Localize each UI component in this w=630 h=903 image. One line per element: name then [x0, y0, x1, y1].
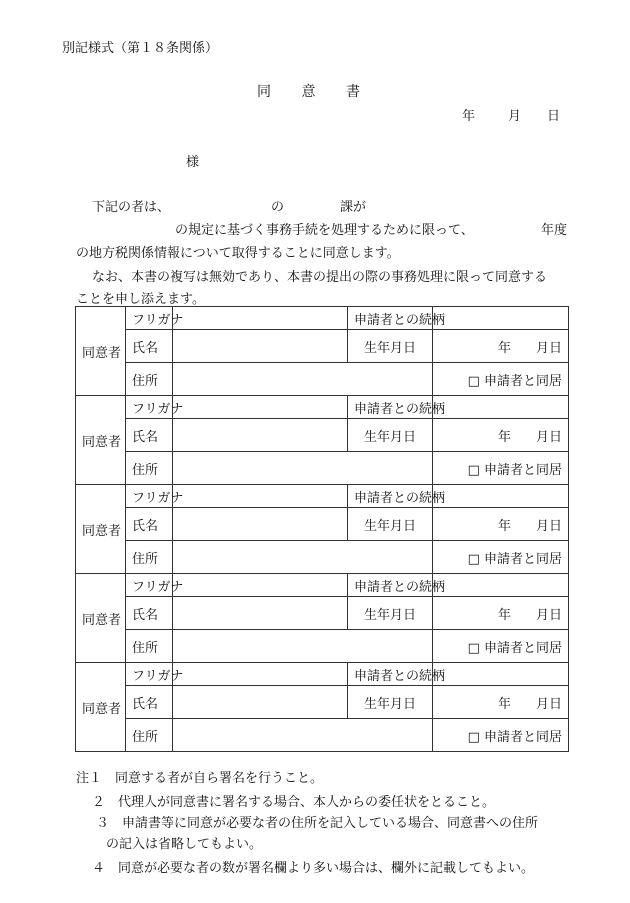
signer-block [76, 307, 569, 330]
relation-field[interactable] [433, 485, 569, 508]
name-label: 氏名 [126, 686, 173, 719]
address-label: 住所 [126, 452, 173, 485]
consent-table [75, 306, 569, 752]
birth-day-label: 日 [548, 340, 562, 356]
date-month-label: 月 [508, 109, 522, 124]
birth-month-label: 月 [535, 429, 549, 445]
signer-label: 同意者 [76, 663, 126, 752]
body-line1-b: の [271, 200, 285, 215]
furigana-field[interactable] [173, 485, 348, 508]
signer-block [76, 574, 569, 597]
signer-block [76, 485, 569, 508]
relation-field[interactable] [433, 307, 569, 330]
signer-block [76, 396, 569, 419]
signer-block [76, 663, 569, 686]
address-field[interactable] [173, 363, 433, 396]
body-line3: の地方税関係情報について取得することに同意します。 [76, 246, 400, 261]
birthdate-field[interactable] [433, 419, 569, 452]
note-1: 注１ 同意する者が自ら署名を行うこと。 [76, 771, 324, 786]
signer-label: 同意者 [76, 307, 126, 396]
note-4: ４ 同意が必要な者の数が署名欄より多い場合は、欄外に記載してもよい。 [92, 861, 535, 876]
name-label: 氏名 [126, 419, 173, 452]
birth-year-label: 年 [497, 340, 511, 356]
birth-month-label: 月 [535, 518, 549, 534]
birth-day-label: 日 [548, 607, 562, 623]
birth-day-label: 日 [548, 429, 562, 445]
addressee-suffix: 様 [186, 155, 200, 170]
address-field[interactable] [173, 541, 433, 574]
birth-year-label: 年 [497, 696, 511, 712]
name-label: 氏名 [126, 330, 173, 363]
signer-label: 同意者 [76, 574, 126, 663]
same-residence-checkbox[interactable]: □ 申請者と同居 [433, 363, 569, 396]
birthdate-label: 生年月日 [348, 419, 433, 452]
name-field[interactable] [173, 419, 348, 452]
address-label: 住所 [126, 541, 173, 574]
signer-label: 同意者 [76, 396, 126, 485]
date-day-label: 日 [547, 109, 561, 124]
birth-month-label: 月 [535, 340, 549, 356]
furigana-field[interactable] [173, 307, 348, 330]
address-field[interactable] [173, 452, 433, 485]
same-residence-checkbox[interactable]: □ 申請者と同居 [433, 630, 569, 663]
relation-field[interactable] [433, 574, 569, 597]
body-line4: なお、本書の複写は無効であり、本書の提出の際の事務処理に限って同意する [92, 270, 548, 285]
body-line2-b: 年度 [541, 223, 568, 238]
body-line1-c: 課が [340, 200, 367, 215]
date-year-label: 年 [462, 109, 476, 124]
body-line5: ことを申し添えます。 [76, 292, 205, 307]
form-label: 別記様式（第１８条関係） [62, 41, 219, 56]
note-3-continued: の記入は省略してもよい。 [106, 837, 263, 852]
birthdate-field[interactable] [433, 686, 569, 719]
same-residence-checkbox[interactable]: □ 申請者と同居 [433, 452, 569, 485]
address-label: 住所 [126, 630, 173, 663]
birthdate-field[interactable] [433, 597, 569, 630]
relation-label: 申請者との続柄 [348, 574, 433, 597]
relation-label: 申請者との続柄 [348, 663, 433, 686]
birthdate-field[interactable] [433, 330, 569, 363]
furigana-field[interactable] [173, 396, 348, 419]
same-residence-checkbox[interactable]: □ 申請者と同居 [433, 541, 569, 574]
birthdate-label: 生年月日 [348, 686, 433, 719]
relation-label: 申請者との続柄 [348, 396, 433, 419]
furigana-label: フリガナ [126, 663, 173, 686]
furigana-label: フリガナ [126, 485, 173, 508]
birth-day-label: 日 [548, 696, 562, 712]
address-field[interactable] [173, 719, 433, 752]
birth-month-label: 月 [535, 607, 549, 623]
relation-field[interactable] [433, 396, 569, 419]
furigana-label: フリガナ [126, 396, 173, 419]
furigana-field[interactable] [173, 663, 348, 686]
signer-label: 同意者 [76, 485, 126, 574]
furigana-label: フリガナ [126, 574, 173, 597]
relation-label: 申請者との続柄 [348, 307, 433, 330]
body-line2-a: の規定に基づく事務手続を処理するために限って、 [175, 223, 474, 238]
name-field[interactable] [173, 597, 348, 630]
address-label: 住所 [126, 719, 173, 752]
body-line1-a: 下記の者は、 [92, 200, 171, 215]
birth-year-label: 年 [497, 429, 511, 445]
relation-field[interactable] [433, 663, 569, 686]
note-2: ２ 代理人が同意書に署名する場合、本人からの委任状をとること。 [92, 795, 496, 810]
document-title: 同 意 書 [257, 84, 373, 100]
note-3: ３ 申請書等に同意が必要な者の住所を記入している場合、同意書への住所 [96, 816, 539, 831]
birthdate-label: 生年月日 [348, 330, 433, 363]
address-field[interactable] [173, 630, 433, 663]
birth-year-label: 年 [497, 607, 511, 623]
birth-month-label: 月 [535, 696, 549, 712]
name-field[interactable] [173, 686, 348, 719]
furigana-label: フリガナ [126, 307, 173, 330]
birthdate-label: 生年月日 [348, 508, 433, 541]
birth-year-label: 年 [497, 518, 511, 534]
name-field[interactable] [173, 508, 348, 541]
same-residence-checkbox[interactable]: □ 申請者と同居 [433, 719, 569, 752]
address-label: 住所 [126, 363, 173, 396]
furigana-field[interactable] [173, 574, 348, 597]
name-label: 氏名 [126, 508, 173, 541]
birth-day-label: 日 [548, 518, 562, 534]
relation-label: 申請者との続柄 [348, 485, 433, 508]
name-label: 氏名 [126, 597, 173, 630]
name-field[interactable] [173, 330, 348, 363]
birthdate-field[interactable] [433, 508, 569, 541]
birthdate-label: 生年月日 [348, 597, 433, 630]
